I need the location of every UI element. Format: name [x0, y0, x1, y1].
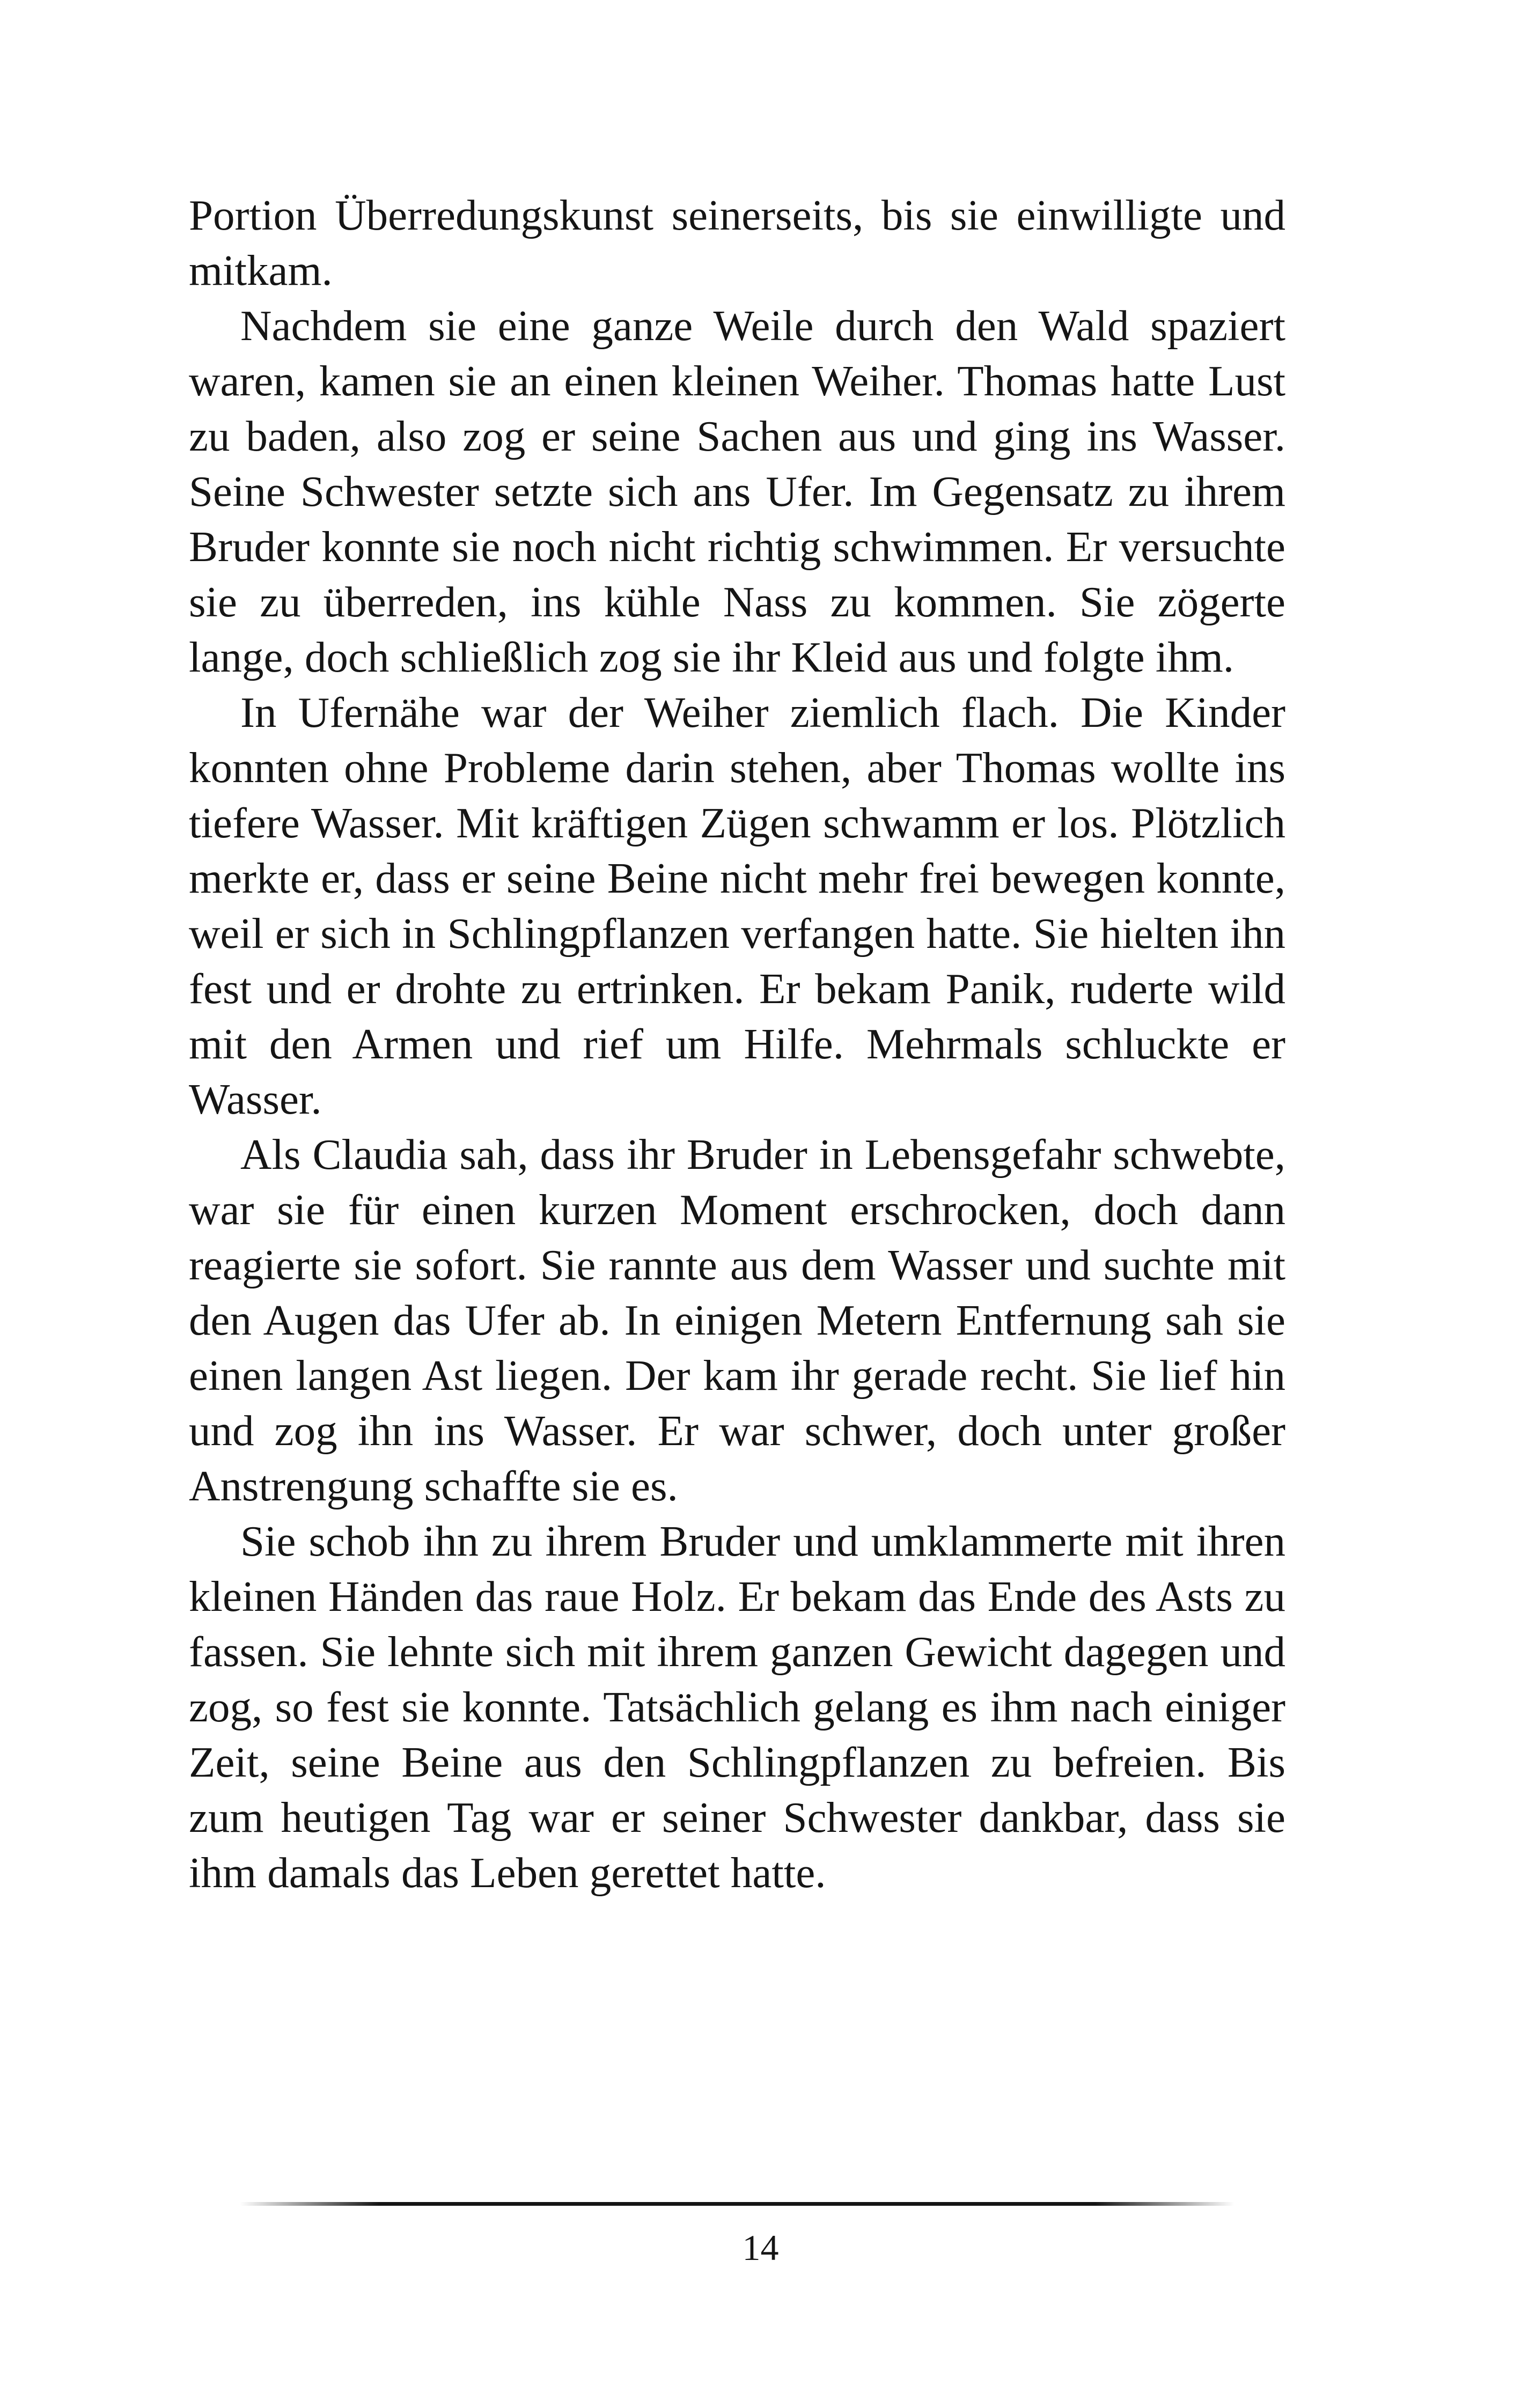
page-body — [189, 188, 1285, 1901]
paragraph: Als Claudia sah, dass ihr Bruder in Lebensgefahr schwebte, war sie für einen kurzen Moment erschrocken, doch dann reagierte sie sofort. Sie rannte aus dem Wasser und suchte mit den Augen das Ufer ab. In einigen Metern Entfernung sah sie einen langen Ast liegen. Der kam ihr gerade recht. Sie lief hin und zog ihn ins Wasser. Er war schwer, doch unter großer Anstrengung schaffte sie es. — [189, 1130, 1285, 1510]
paragraph: Portion Überredungskunst seinerseits, bis sie einwilligte und mitkam. — [189, 191, 1285, 294]
footer-divider — [240, 2202, 1235, 2206]
paragraph: In Ufernähe war der Weiher ziemlich flach. Die Kinder konnten ohne Probleme darin stehen, aber Thomas wollte ins tiefere Wasser. Mit kräftigen Zügen schwamm er los. Plötzlich merkte er, dass er seine Beine nicht mehr frei bewegen konnte, weil er sich in Schlingpflanzen verfangen hatte. Sie hielten ihn fest und er drohte zu ertrinken. Er bekam Panik, ruderte wild mit den Armen und rief um Hilfe. Mehrmals schluckte er Wasser. — [189, 688, 1285, 1123]
paragraph: Sie schob ihn zu ihrem Bruder und umklammerte mit ihren kleinen Händen das raue Holz. Er bekam das Ende des Asts zu fassen. Sie lehnte sich mit ihrem ganzen Gewicht dagegen und zog, so fest sie konnte. Tatsächlich gelang es ihm nach einiger Zeit, seine Beine aus den Schlingpflanzen zu befreien. Bis zum heutigen Tag war er seiner Schwester dankbar, dass sie ihm damals das Leben gerettet hatte. — [189, 1517, 1285, 1897]
page-number: 14 — [742, 2227, 779, 2268]
paragraph: Nachdem sie eine ganze Weile durch den Wald spaziert waren, kamen sie an einen kleinen Weiher. Thomas hatte Lust zu baden, also zog er seine Sachen aus und ging ins Wasser. Seine Schwester setzte sich ans Ufer. Im Gegensatz zu ihrem Bruder konnte sie noch nicht richtig schwimmen. Er versuchte sie zu überreden, ins kühle Nass zu kommen. Sie zögerte lange, doch schließlich zog sie ihr Kleid aus und folgte ihm. — [189, 301, 1285, 681]
